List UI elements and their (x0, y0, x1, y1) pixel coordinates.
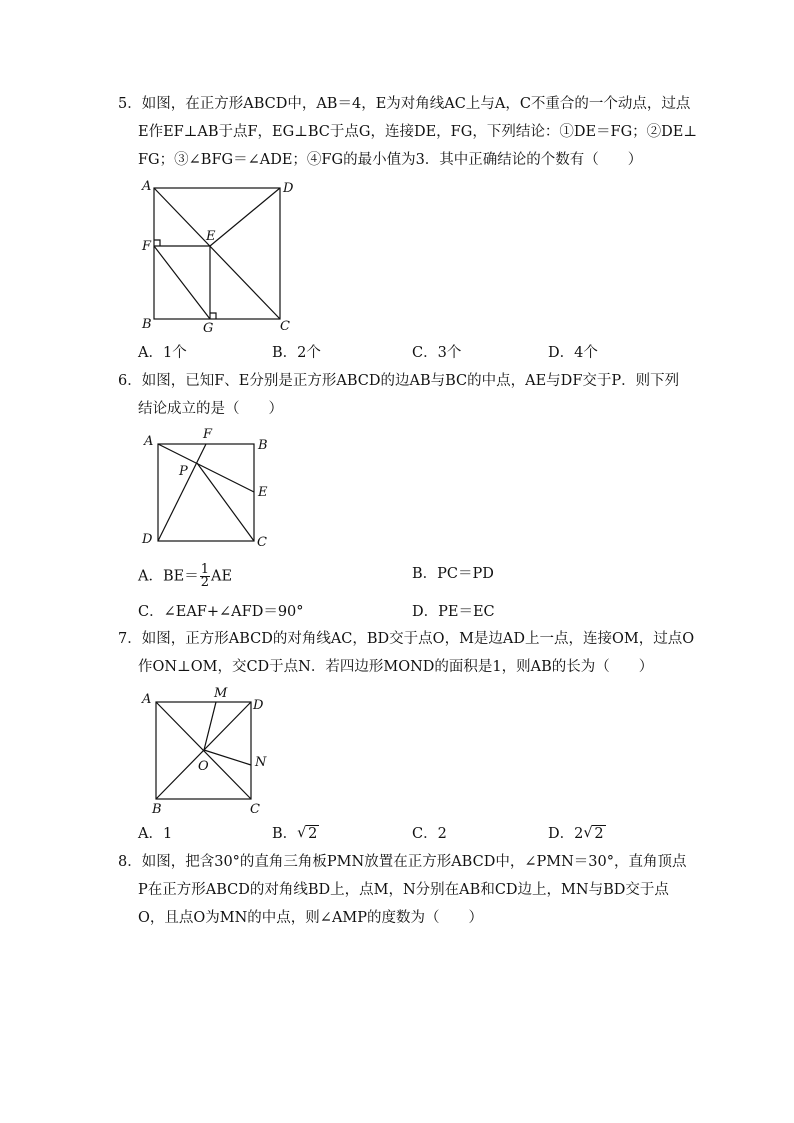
q5-label-c: C (280, 319, 290, 334)
q7-option-d-sqrt: √ 2 (583, 825, 604, 842)
q6-figure (138, 425, 278, 550)
q6-label-e: E (258, 485, 268, 500)
q5-label-b: B (142, 317, 152, 332)
q5-option-c[interactable]: C．3个 (412, 345, 462, 361)
q6-label-p: P (179, 464, 188, 479)
q8-stem-line1: 8．如图，把含30°的直角三角板PMN放置在正方形ABCD中，∠PMN＝30°，直角顶点 (118, 854, 687, 870)
q6-option-a-fraction (200, 564, 210, 589)
q7-label-m: M (214, 686, 228, 701)
q6-stem-line2: 结论成立的是（ ） (138, 401, 283, 417)
q6-option-c[interactable]: C．∠EAF+∠AFD＝90° (138, 604, 304, 620)
q7-option-d-radicand: 2 (594, 826, 604, 842)
q8-stem-line2: P在正方形ABCD的对角线BD上，点M，N分别在AB和CD边上，MN与BD交于点 (138, 882, 669, 898)
q7-option-d-prefix: D．2 (548, 826, 584, 842)
q6-label-c: C (257, 535, 267, 550)
q6-option-a-denominator: 2 (200, 575, 209, 590)
q7-label-o: O (198, 759, 209, 774)
q6-label-d: D (142, 532, 153, 547)
q5-label-a: A (142, 179, 152, 194)
q7-figure (138, 683, 278, 818)
q7-label-a: A (142, 692, 152, 707)
q5-label-d: D (283, 181, 294, 196)
q5-option-b[interactable]: B．2个 (272, 345, 321, 361)
q7-label-c: C (250, 802, 260, 817)
q5-label-g: G (203, 321, 214, 336)
q7-option-a[interactable]: A．1 (138, 826, 173, 842)
q5-stem-line2: E作EF⊥AB于点F，EG⊥BC于点G，连接DE，FG，下列结论：①DE＝FG；②DE⊥ (138, 124, 698, 140)
q5-option-a[interactable]: A．1个 (138, 345, 187, 361)
q7-label-b: B (152, 802, 162, 817)
q7-option-b-sqrt: √ 2 (297, 825, 318, 842)
q5-stem-line3: FG；③∠BFG＝∠ADE；④FG的最小值为3．其中正确结论的个数有（ ） (138, 152, 643, 168)
q6-label-f: F (203, 427, 213, 442)
q6-option-a[interactable] (138, 564, 232, 589)
q7-option-b-prefix: B． (272, 826, 298, 842)
q7-label-d: D (253, 698, 264, 713)
q6-option-a-prefix: A．BE＝ (138, 568, 199, 585)
q8-stem-line3: O，且点O为MN的中点，则∠AMP的度数为（ ） (138, 910, 484, 926)
q7-option-d[interactable] (548, 824, 606, 844)
q5-option-d[interactable]: D．4个 (548, 345, 598, 361)
q7-label-n: N (255, 755, 267, 770)
q6-option-d[interactable]: D．PE＝EC (412, 604, 495, 620)
q7-stem-line2: 作ON⊥OM，交CD于点N．若四边形MOND的面积是1，则AB的长为（ ） (138, 659, 654, 675)
q6-stem-line1: 6．如图，已知F、E分别是正方形ABCD的边AB与BC的中点，AE与DF交于P．则下列 (118, 373, 680, 389)
q6-label-a: A (144, 434, 154, 449)
q7-stem-line1: 7．如图，正方形ABCD的对角线AC，BD交于点O，M是边AD上一点，连接OM，过点O (118, 631, 695, 647)
q6-option-b[interactable]: B．PC＝PD (412, 566, 494, 582)
q6-option-a-numerator: 1 (200, 562, 209, 577)
q5-figure (138, 178, 308, 338)
q6-option-a-suffix: AE (211, 568, 233, 585)
q6-label-b: B (258, 438, 268, 453)
q5-label-f: F (142, 239, 152, 254)
q7-option-c[interactable]: C．2 (412, 826, 447, 842)
q5-stem-line1: 5．如图，在正方形ABCD中，AB＝4，E为对角线AC上与A，C不重合的一个动点，过点 (118, 96, 691, 112)
q5-label-e: E (206, 229, 216, 244)
q7-option-b[interactable] (272, 824, 319, 844)
q7-option-b-radicand: 2 (308, 826, 318, 842)
